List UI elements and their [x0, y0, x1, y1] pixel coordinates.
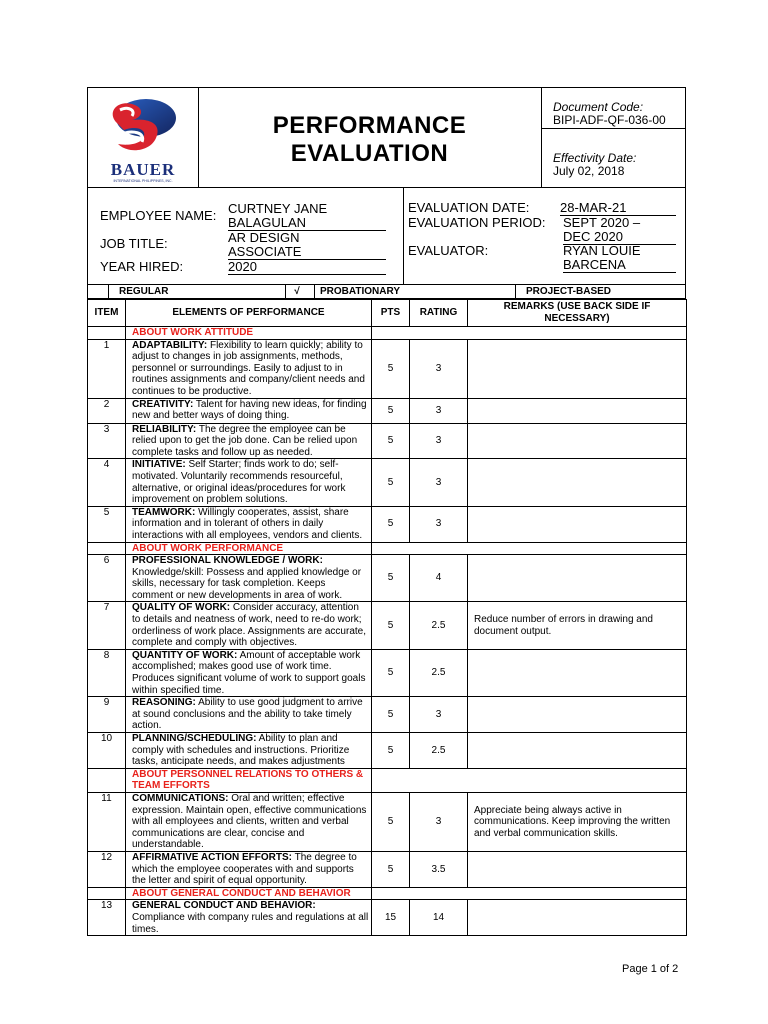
element-name: PROFESSIONAL KNOWLEDGE / WORK:: [132, 555, 323, 567]
item-number: 13: [88, 900, 126, 936]
section-item-cell: [88, 327, 126, 340]
divider: [541, 128, 686, 129]
table-row: [88, 459, 687, 506]
employment-regular: REGULAR: [108, 285, 305, 298]
table-body: [88, 327, 687, 936]
evaluation-period-label: EVALUATION PERIOD:: [408, 215, 546, 230]
element-name: AFFIRMATIVE ACTION EFFORTS:: [132, 851, 292, 863]
element-description: [126, 555, 372, 602]
section-title: ABOUT PERSONNEL RELATIONS TO OTHERS & TEAM EFFORTS: [126, 768, 372, 792]
element-name: COMMUNICATIONS:: [132, 792, 229, 804]
evaluation-table: [87, 299, 687, 936]
remarks: [468, 900, 687, 936]
section-title: ABOUT WORK ATTITUDE: [126, 327, 372, 340]
employment-check-mark: √: [285, 285, 308, 298]
remarks: [468, 459, 687, 506]
element-text: Willingly cooperates, assist, share information and in tolerant of others in daily interactions with all employees, vendors and clients.: [132, 506, 363, 541]
rating: 2.5: [410, 602, 468, 649]
table-row: [88, 733, 687, 769]
evaluation-period-line2: DEC 2020: [563, 229, 676, 245]
points: 5: [372, 339, 410, 398]
remarks: Appreciate being always active in communications. Keep improving the written and verbal communication skills.: [468, 792, 687, 851]
header-pts: PTS: [372, 300, 410, 327]
element-name: QUALITY OF WORK:: [132, 602, 231, 614]
points: 5: [372, 459, 410, 506]
section-title: ABOUT GENERAL CONDUCT AND BEHAVIOR: [126, 887, 372, 900]
employment-project-based: PROJECT-BASED: [515, 285, 696, 298]
job-title-label: JOB TITLE:: [100, 236, 168, 251]
employment-type-row: [87, 285, 686, 299]
document-code-label: Document Code:: [553, 100, 644, 114]
rating: 3: [410, 423, 468, 459]
evaluation-period-line1: SEPT 2020 –: [563, 215, 641, 230]
element-description: [126, 398, 372, 423]
document-header: [87, 87, 686, 188]
rating: 3: [410, 792, 468, 851]
element-description: [126, 506, 372, 542]
employee-name-label: EMPLOYEE NAME:: [100, 208, 217, 223]
rating: 3.5: [410, 851, 468, 887]
page-title-line2: EVALUATION: [290, 140, 449, 167]
table-header-row: [88, 300, 687, 327]
table-row: [88, 792, 687, 851]
section-rest-cell: [372, 768, 687, 792]
element-description: [126, 602, 372, 649]
points: 5: [372, 733, 410, 769]
points: 5: [372, 506, 410, 542]
element-name: ADAPTABILITY:: [132, 339, 208, 351]
remarks: [468, 697, 687, 733]
remarks: Reduce number of errors in drawing and document output.: [468, 602, 687, 649]
item-number: 7: [88, 602, 126, 649]
section-title: ABOUT WORK PERFORMANCE: [126, 542, 372, 555]
element-name: REASONING:: [132, 697, 196, 709]
table-row: [88, 506, 687, 542]
section-row: [88, 327, 687, 340]
points: 15: [372, 900, 410, 936]
table-row: [88, 649, 687, 696]
points: 5: [372, 792, 410, 851]
element-text: Ability to use good judgment to arrive at sound conclusions and the ability to take timely action.: [132, 697, 363, 732]
rating: 3: [410, 697, 468, 733]
item-number: 9: [88, 697, 126, 733]
rating: 14: [410, 900, 468, 936]
evaluator-line1: RYAN LOUIE: [563, 243, 641, 258]
element-text: Talent for having new ideas, for finding new and better ways of doing thing.: [132, 398, 367, 422]
table-row: [88, 900, 687, 936]
item-number: 8: [88, 649, 126, 696]
element-text: Compliance with company rules and regulations at all times.: [132, 911, 369, 935]
company-logo-box: [88, 88, 199, 187]
job-title-line1: AR DESIGN: [228, 230, 300, 245]
element-description: [126, 459, 372, 506]
rating: 3: [410, 459, 468, 506]
table-row: [88, 697, 687, 733]
header-item: ITEM: [88, 300, 126, 327]
section-item-cell: [88, 542, 126, 555]
employee-name-line2: BALAGULAN: [228, 215, 386, 231]
element-description: [126, 851, 372, 887]
points: 5: [372, 697, 410, 733]
points: 5: [372, 602, 410, 649]
element-description: [126, 900, 372, 936]
element-text: Ability to plan and comply with schedules and instructions. Prioritize tasks, anticipate needs, and makes adjustments: [132, 733, 350, 768]
table-row: [88, 398, 687, 423]
document-code: BIPI-ADF-QF-036-00: [553, 113, 666, 127]
points: 5: [372, 398, 410, 423]
effectivity-date-label: Effectivity Date:: [553, 151, 637, 165]
company-logo-icon: [106, 94, 180, 162]
item-number: 3: [88, 423, 126, 459]
element-description: [126, 649, 372, 696]
evaluator-line2: BARCENA: [563, 257, 676, 273]
section-item-cell: [88, 887, 126, 900]
section-row: [88, 768, 687, 792]
company-logo-text: BAUER: [110, 160, 176, 179]
table-row: [88, 555, 687, 602]
rating: 4: [410, 555, 468, 602]
remarks: [468, 649, 687, 696]
section-row: [88, 542, 687, 555]
remarks: [468, 398, 687, 423]
element-text: Amount of acceptable work accomplished; makes good use of work time. Produces significant volume of work to support goals within specified time.: [132, 649, 366, 696]
effectivity-date: July 02, 2018: [553, 164, 625, 178]
element-name: GENERAL CONDUCT AND BEHAVIOR:: [132, 900, 316, 912]
divider: [403, 188, 404, 284]
element-name: QUANTITY OF WORK:: [132, 649, 238, 661]
item-number: 5: [88, 506, 126, 542]
section-row: [88, 887, 687, 900]
remarks: [468, 555, 687, 602]
remarks: [468, 733, 687, 769]
rating: 3: [410, 398, 468, 423]
item-number: 1: [88, 339, 126, 398]
year-hired-label: YEAR HIRED:: [100, 259, 184, 274]
element-text: Consider accuracy, attention to details and neatness of work, need to re-do work; orderliness of work place. Assignments are accurate, complete and comply with objectives.: [132, 602, 366, 649]
element-description: [126, 733, 372, 769]
employee-name-line1: CURTNEY JANE: [228, 201, 328, 216]
section-rest-cell: [372, 887, 687, 900]
document-info-box: [541, 88, 686, 187]
element-name: RELIABILITY:: [132, 423, 197, 435]
table-row: [88, 423, 687, 459]
employee-info: [87, 188, 686, 285]
element-description: [126, 423, 372, 459]
rating: 2.5: [410, 733, 468, 769]
element-name: TEAMWORK:: [132, 506, 196, 518]
element-text: The degree the employee can be relied upon to get the job done. Can be relied upon complete tasks and follow up as needed.: [132, 423, 358, 458]
element-description: [126, 792, 372, 851]
points: 5: [372, 423, 410, 459]
element-name: CREATIVITY:: [132, 398, 194, 410]
header-rating: RATING: [410, 300, 468, 327]
section-rest-cell: [372, 327, 687, 340]
rating: 2.5: [410, 649, 468, 696]
page-title-line1: PERFORMANCE: [272, 112, 467, 139]
header-remarks: REMARKS (USE BACK SIDE IF NECESSARY): [468, 300, 687, 327]
element-description: [126, 697, 372, 733]
points: 5: [372, 555, 410, 602]
page-number: Page 1 of 2: [622, 963, 679, 975]
item-number: 6: [88, 555, 126, 602]
element-text: Knowledge/skill: Possess and applied knowledge or skills, necessary for task completion. Keeps comment or new developments in area of work.: [132, 566, 362, 601]
element-text: Oral and written; effective expression. Maintain open, effective communications with all employees and clients, written and verbal communications are clear, concise and understandable.: [132, 792, 367, 851]
rating: 3: [410, 506, 468, 542]
company-logo-subtext: INTERNATIONAL PHILIPPINES, INC.: [113, 179, 173, 183]
item-number: 12: [88, 851, 126, 887]
remarks: [468, 339, 687, 398]
element-text: The degree to which the employee cooperates with and supports the letter and spirit of equal opportunity.: [132, 851, 357, 887]
item-number: 4: [88, 459, 126, 506]
element-name: INITIATIVE:: [132, 459, 186, 471]
header-elements: ELEMENTS OF PERFORMANCE: [126, 300, 372, 327]
item-number: 11: [88, 792, 126, 851]
element-name: PLANNING/SCHEDULING:: [132, 733, 257, 744]
item-number: 10: [88, 733, 126, 769]
points: 5: [372, 649, 410, 696]
remarks: [468, 851, 687, 887]
job-title-line2: ASSOCIATE: [228, 244, 386, 260]
points: 5: [372, 851, 410, 887]
evaluation-date-label: EVALUATION DATE:: [408, 200, 530, 215]
table-row: [88, 339, 687, 398]
title-box: [198, 88, 542, 187]
item-number: 2: [88, 398, 126, 423]
remarks: [468, 506, 687, 542]
rating: 3: [410, 339, 468, 398]
employment-probationary: PROBATIONARY: [314, 285, 519, 298]
element-description: [126, 339, 372, 398]
section-item-cell: [88, 768, 126, 792]
evaluation-date: 28-MAR-21: [560, 200, 676, 216]
year-hired: 2020: [228, 259, 386, 275]
evaluator-label: EVALUATOR:: [408, 243, 489, 258]
table-row: [88, 602, 687, 649]
section-rest-cell: [372, 542, 687, 555]
element-text: Flexibility to learn quickly; ability to adjust to changes in job assignments, methods, personnel or surroundings. Easily to adjust to in routines assignments and company/client needs and continues to be productive.: [132, 339, 365, 397]
table-row: [88, 851, 687, 887]
remarks: [468, 423, 687, 459]
element-text: Self Starter; finds work to do; self-motivated. Voluntarily recommends resourceful, alternative, or original ideas/procedures for work improvement on problem solutions.: [132, 459, 346, 506]
